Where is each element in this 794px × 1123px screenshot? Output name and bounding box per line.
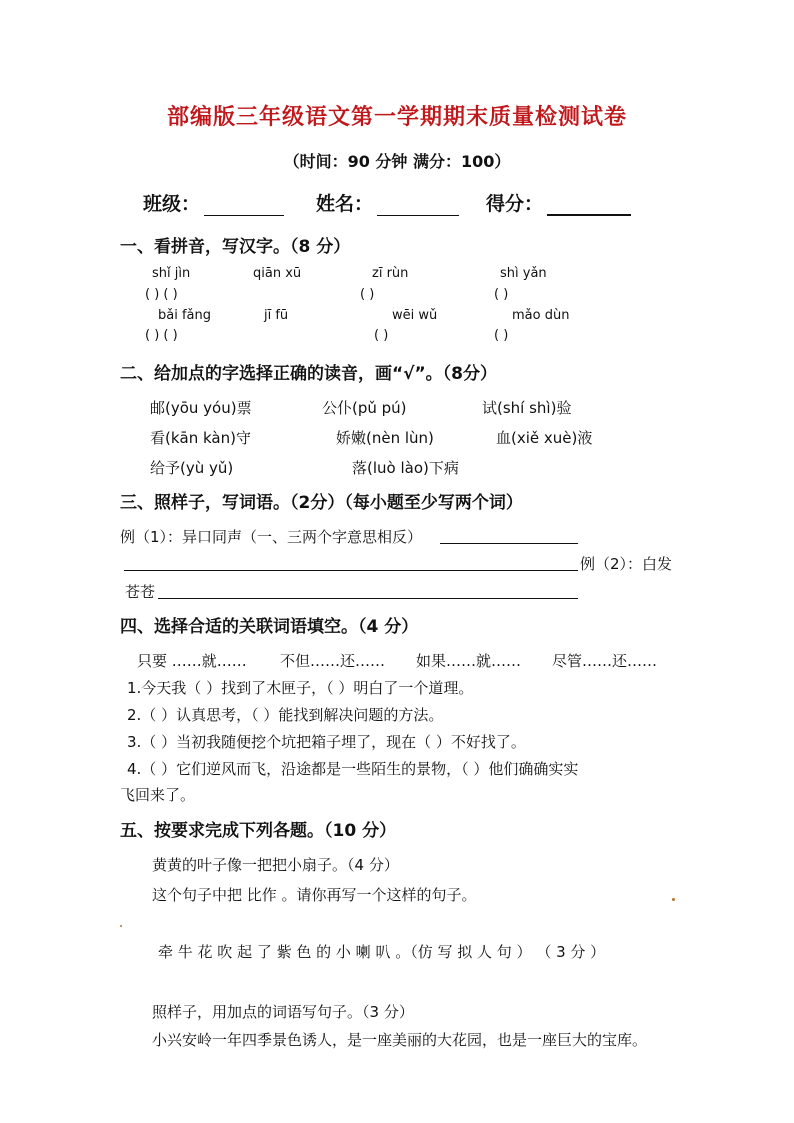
speck (672, 898, 675, 901)
fill-item[interactable]: 3.（ ）当初我随便挖个坑把箱子埋了，现在（ ）不好找了。 (127, 733, 526, 751)
fill-item[interactable]: 2.（ ）认真思考，（ ）能找到解决问题的方法。 (127, 706, 444, 724)
pinyin: shì yǎn (500, 266, 547, 281)
answer-parens[interactable]: ( ) ( ) (145, 328, 178, 343)
answer-line[interactable] (440, 543, 578, 544)
fill-item[interactable]: 4.（ ）它们逆风而飞，沿途都是一些陌生的景物，（ ）他们确确实实 (127, 760, 579, 778)
section-1-heading: 一、看拼音，写汉字。（8 分） (120, 237, 351, 257)
reading-item[interactable]: 落(luò lào)下病 (352, 459, 459, 477)
name-blank[interactable] (377, 197, 459, 216)
answer-parens[interactable]: ( ) ( ) (145, 287, 178, 302)
section-4-heading: 四、选择合适的关联词语填空。（4 分） (120, 617, 419, 637)
name-label: 姓名： (316, 193, 374, 215)
example-2: 例（2）：白发 (580, 555, 673, 573)
score-label: 得分： (486, 193, 544, 215)
reading-item[interactable]: 娇嫩(nèn lùn) (336, 429, 434, 447)
reading-item[interactable]: 试(shí shì)验 (482, 399, 572, 417)
answer-parens[interactable]: ( ) (374, 328, 389, 343)
pinyin: shǐ jìn (152, 266, 191, 281)
reading-item[interactable]: 公仆(pǔ pú) (322, 399, 407, 417)
reading-item[interactable]: 给予(yù yǔ) (150, 459, 234, 477)
question-5-1-prompt[interactable]: 这个句子中把 比作 。请你再写一个这样的句子。 (152, 886, 477, 904)
page-title: 部编版三年级语文第一学期期末质量检测试卷 (166, 105, 627, 130)
conjunction-option: 尽管……还…… (552, 652, 658, 670)
pinyin: bǎi fǎng (158, 308, 211, 323)
question-5-3-sentence: 小兴安岭一年四季景色诱人，是一座美丽的大花园，也是一座巨大的宝库。 (152, 1031, 648, 1049)
answer-parens[interactable]: ( ) (494, 287, 509, 302)
reading-item[interactable]: 邮(yōu yóu)票 (150, 399, 252, 417)
score-blank[interactable] (547, 196, 631, 216)
pinyin: qiān xū (253, 266, 302, 281)
answer-line[interactable] (158, 598, 578, 599)
pinyin: jī fū (264, 308, 289, 323)
reading-item[interactable]: 血(xiě xuè)液 (496, 429, 593, 447)
exam-subtitle: （时间：90 分钟 满分：100） (283, 152, 511, 171)
class-blank[interactable] (204, 197, 284, 216)
reading-item[interactable]: 看(kān kàn)守 (150, 429, 251, 447)
fill-item[interactable]: 1.今天我（ ）找到了木匣子，（ ）明白了一个道理。 (127, 679, 474, 697)
pinyin: mǎo dùn (512, 308, 570, 323)
name-field (316, 189, 459, 216)
class-field (143, 189, 284, 216)
score-field (486, 189, 631, 216)
answer-line[interactable] (124, 570, 578, 571)
question-5-3: 照样子，用加点的词语写句子。（3 分） (152, 1003, 414, 1021)
pinyin: zī rùn (372, 266, 409, 281)
section-2-heading: 二、给加点的字选择正确的读音，画“√”。（8分） (120, 364, 498, 384)
section-3-heading: 三、照样子，写词语。（2分）（每小题至少写两个词） (120, 493, 523, 513)
class-label: 班级： (143, 193, 201, 215)
pinyin: wēi wǔ (392, 308, 438, 323)
fill-item-cont: 飞回来了。 (120, 786, 196, 804)
conjunction-option: 只要 ……就…… (137, 652, 247, 670)
conjunction-option: 如果……就…… (416, 652, 522, 670)
answer-parens[interactable]: ( ) (360, 287, 375, 302)
question-5-1: 黄黄的叶子像一把把小扇子。（4 分） (152, 856, 399, 874)
example-1: 例（1）：异口同声（一、三两个字意思相反） (120, 528, 423, 546)
speck (120, 925, 122, 927)
example-2-cont: 苍苍 (125, 583, 156, 601)
question-5-2[interactable]: 牵 牛 花 吹 起 了 紫 色 的 小 喇 叭 。（仿 写 拟 人 句 ） （ 3 分 ） (158, 943, 606, 961)
section-5-heading: 五、按要求完成下列各题。（10 分） (120, 821, 397, 841)
conjunction-option: 不但……还…… (280, 652, 386, 670)
answer-parens[interactable]: ( ) (494, 328, 509, 343)
